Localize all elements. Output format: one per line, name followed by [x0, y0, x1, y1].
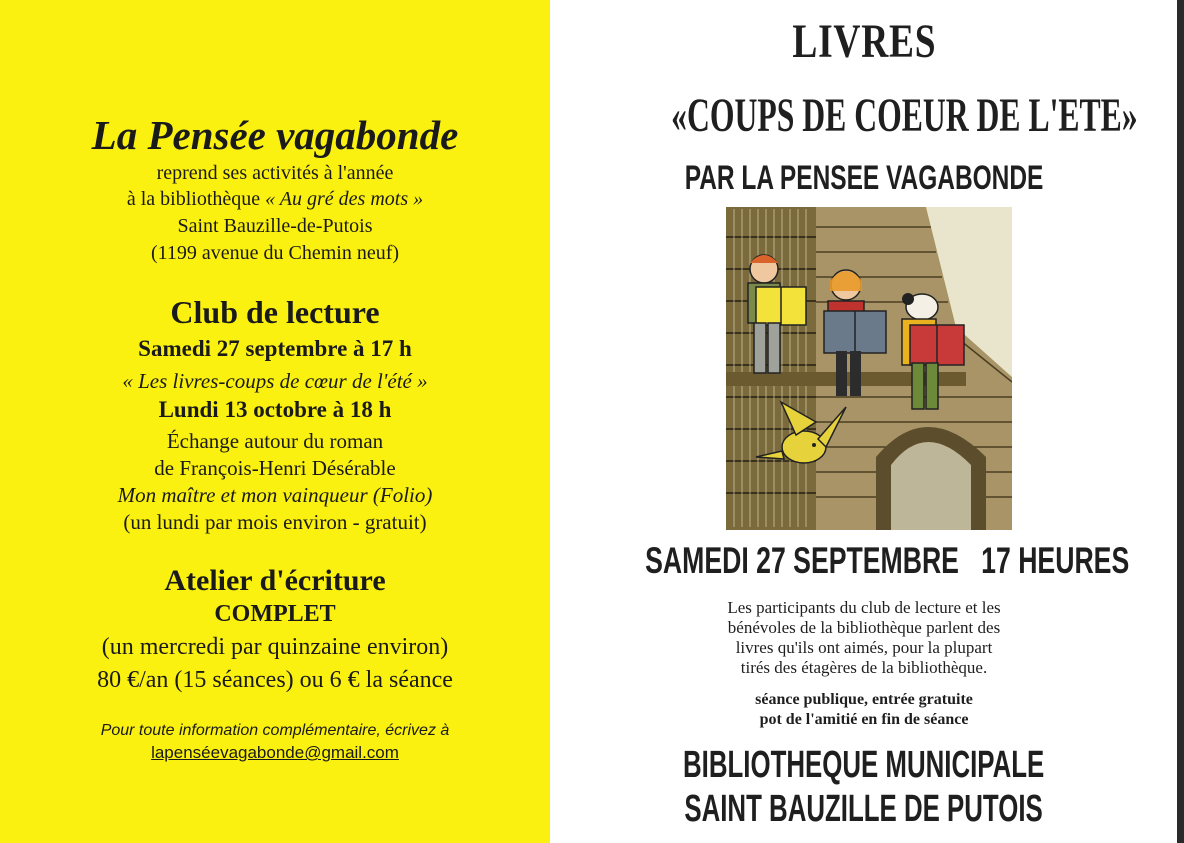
club-heading: Club de lecture: [170, 294, 380, 330]
poster-description-3: livres qu'ils ont aimés, pour la plupart: [735, 638, 993, 657]
intro-library-name: « Au gré des mots »: [265, 188, 424, 210]
club-topic-1: « Les livres-coups de cœur de l'été »: [122, 369, 428, 393]
club-book-title: Mon maître et mon vainqueur (Folio): [117, 483, 433, 507]
intro-line-4: (1199 avenue du Chemin neuf): [150, 242, 400, 264]
atelier-frequency: (un mercredi par quinzaine environ): [101, 634, 449, 660]
club-topic-2-line-1: Échange autour du roman: [166, 429, 384, 453]
intro-line-1: reprend ses activités à l'année: [156, 162, 394, 184]
poster-title-line-1: LIVRES: [791, 15, 937, 68]
intro-line-2: [0, 186, 550, 212]
intro-library-label: à la bibliothèque: [126, 188, 261, 210]
poster-public-note: séance publique, entrée gratuite: [755, 691, 973, 708]
poster-pot-note: pot de l'amitié en fin de séance: [759, 711, 969, 728]
club-date-1: Samedi 27 septembre à 17 h: [138, 336, 412, 361]
reading-children-illustration: [726, 207, 1012, 530]
poster-subtitle: PAR LA PENSEE VAGABONDE: [684, 159, 1044, 197]
poster-venue-line-1: BIBLIOTHEQUE MUNICIPALE: [683, 744, 1045, 786]
intro-line-3: Saint Bauzille-de-Putois: [177, 215, 373, 237]
poster-event-date: SAMEDI 27 SEPTEMBRE 17 HEURES: [645, 540, 1130, 581]
scan-edge-line: [1177, 0, 1184, 843]
atelier-price: 80 €/an (15 séances) ou 6 € la séance: [97, 667, 453, 693]
illustration-svg: [726, 207, 1012, 530]
poster-description-2: bénévoles de la bibliothèque parlent des: [727, 618, 1001, 637]
atelier-status: COMPLET: [214, 601, 336, 627]
poster-description-1: Les participants du club de lecture et les: [727, 598, 1001, 617]
contact-email-link[interactable]: [0, 742, 550, 764]
contact-text: Pour toute information complémentaire, écrivez à: [100, 722, 450, 739]
flyer-left-panel: [0, 0, 550, 843]
poster-venue-line-2: SAINT BAUZILLE DE PUTOIS: [684, 788, 1044, 830]
contact-email[interactable]: lapenséevagabonde@gmail.com: [151, 743, 399, 762]
club-date-2: Lundi 13 octobre à 18 h: [158, 397, 392, 422]
atelier-heading: Atelier d'écriture: [164, 564, 386, 597]
poster-title-line-2: «COUPS DE COEUR DE L'ETE»: [671, 89, 1138, 142]
poster-description-4: tirés des étagères de la bibliothèque.: [740, 658, 988, 677]
club-topic-2-line-2: de François-Henri Désérable: [154, 456, 396, 480]
association-title: La Pensée vagabonde: [91, 112, 459, 158]
club-frequency-note: (un lundi par mois environ - gratuit): [123, 510, 427, 534]
